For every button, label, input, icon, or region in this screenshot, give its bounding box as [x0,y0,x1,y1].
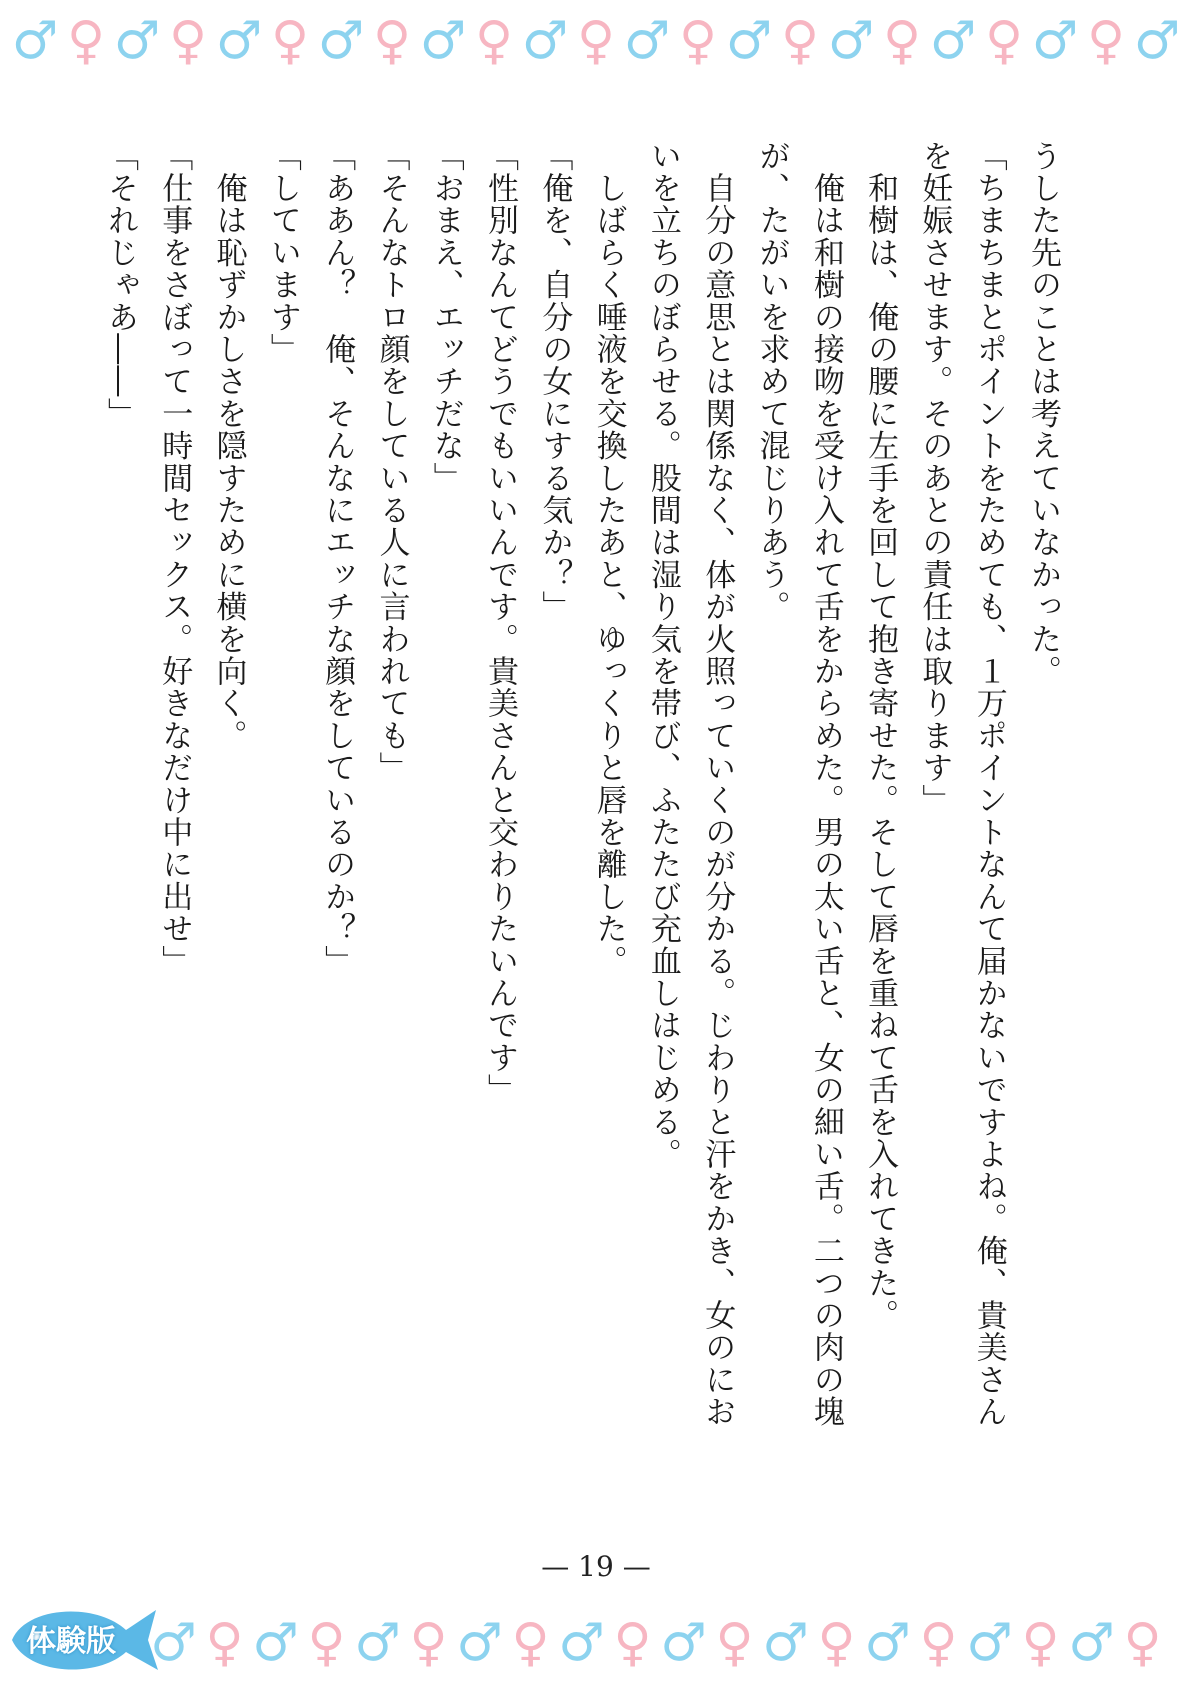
text-line: 「しています」 [264,140,301,366]
male-symbol-icon: ♂ [11,11,59,71]
female-symbol-icon: ♀ [205,1613,244,1673]
text-line: うした先のことは考えていなかった。 [1025,140,1061,688]
male-symbol-icon: ♂ [762,1613,809,1673]
female-symbol-icon: ♀ [984,11,1024,71]
male-symbol-icon: ♂ [419,11,467,71]
text-line: 「性別なんてどうでもいいんです。貴美さんと交わりたいんです」 [482,140,519,1106]
male-symbol-icon: ♂ [354,1613,401,1673]
text-line: 「そんなトロ顔をしている人に言われても」 [373,140,410,784]
female-symbol-icon: ♀ [270,11,310,71]
male-symbol-icon: ♂ [456,1613,503,1673]
female-symbol-icon: ♀ [1086,11,1126,71]
female-symbol-icon: ♀ [66,11,106,71]
male-symbol-icon: ♂ [660,1613,707,1673]
female-symbol-icon: ♀ [1021,1613,1060,1673]
female-symbol-icon: ♀ [511,1613,550,1673]
female-symbol-icon: ♀ [613,1613,652,1673]
female-symbol-icon: ♀ [372,11,412,71]
text-line: しばらく唾液を交換したあと、ゆっくりと唇を離した。 [590,140,627,978]
male-symbol-icon: ♂ [558,1613,605,1673]
female-symbol-icon: ♀ [678,11,718,71]
text-line: 「それじゃあ――」 [101,140,138,430]
text-line: いを立ちのぼらせる。股間は湿り気を帯び、ふたたび充血しはじめる。 [644,140,681,1171]
female-symbol-icon: ♀ [715,1613,754,1673]
female-symbol-icon: ♀ [307,1613,346,1673]
page-number: — 19 — [541,1550,651,1583]
female-symbol-icon: ♀ [576,11,616,71]
female-symbol-icon: ♀ [474,11,514,71]
male-symbol-icon: ♂ [317,11,365,71]
male-symbol-icon: ♂ [521,11,569,71]
female-symbol-icon: ♀ [882,11,922,71]
text-line: が、たがいを求めて混じりあう。 [753,140,790,623]
female-symbol-icon: ♀ [168,11,208,71]
text-line: 和樹は、俺の腰に左手を回して抱き寄せた。そして唇を重ねて舌を入れてきた。 [862,140,899,1332]
male-symbol-icon: ♂ [150,1613,197,1673]
vertical-text-body [101,140,1070,1540]
male-symbol-icon: ♂ [623,11,671,71]
trial-badge [6,1596,166,1680]
female-symbol-icon: ♀ [1123,1613,1162,1673]
top-symbol-border [0,6,1192,76]
female-symbol-icon: ♀ [780,11,820,71]
male-symbol-icon: ♂ [215,11,263,71]
text-line: 俺は恥ずかしさを隠すために横を向く。 [210,140,247,752]
text-line: を妊娠させます。そのあとの責任は取ります」 [916,140,953,817]
female-symbol-icon: ♀ [817,1613,856,1673]
male-symbol-icon: ♂ [725,11,773,71]
female-symbol-icon: ♀ [919,1613,958,1673]
male-symbol-icon: ♂ [864,1613,911,1673]
male-symbol-icon: ♂ [113,11,161,71]
male-symbol-icon: ♂ [1133,11,1181,71]
female-symbol-icon: ♀ [409,1613,448,1673]
male-symbol-icon: ♂ [252,1613,299,1673]
male-symbol-icon: ♂ [966,1613,1013,1673]
male-symbol-icon: ♂ [929,11,977,71]
male-symbol-icon: ♂ [1068,1613,1115,1673]
text-line: 「仕事をさぼって一時間セックス。好きなだけ中に出せ」 [156,140,193,978]
text-line: 「ちまちまとポイントをためても、１万ポイントなんて届かないですよね。俺、貴美さん [970,140,1007,1428]
text-line: 俺は和樹の接吻を受け入れて舌をからめた。男の太い舌と、女の細い舌。二つの肉の塊 [807,140,844,1428]
text-line: 「俺を、自分の女にする気か？」 [536,140,573,623]
male-symbol-icon: ♂ [827,11,875,71]
text-line: 「おまえ、エッチだな」 [427,140,464,495]
text-line: 自分の意思とは関係なく、体が火照っていくのが分かる。じわりと汗をかき、女のにお [699,140,736,1428]
bottom-symbol-border [148,1608,1188,1678]
text-line: 「ああん？ 俺、そんなにエッチな顔をしているのか？」 [319,140,356,978]
male-symbol-icon: ♂ [1031,11,1079,71]
trial-label: 体験版 [26,1624,116,1659]
